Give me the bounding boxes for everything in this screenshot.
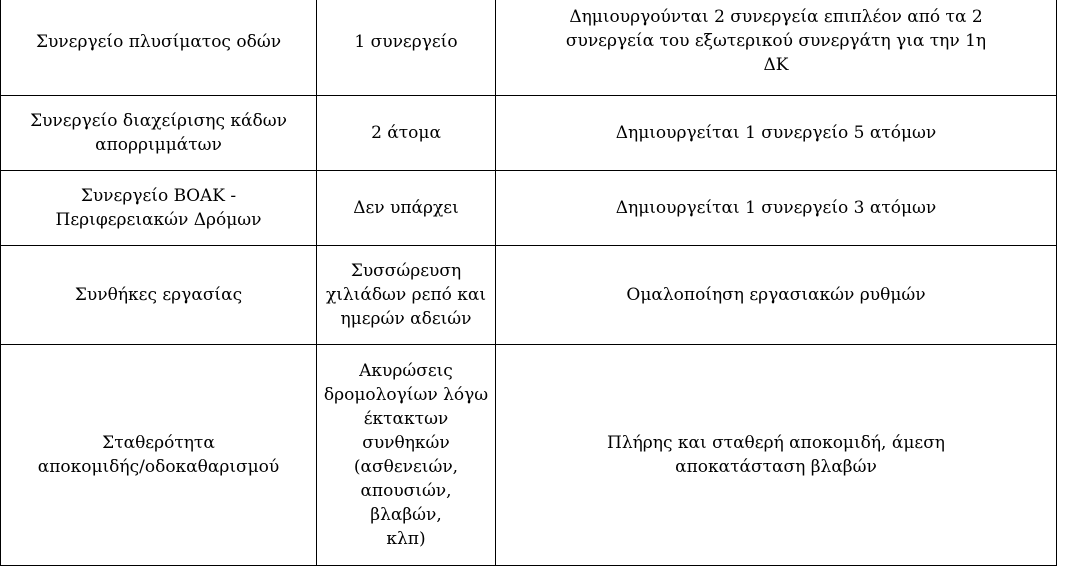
- table-cell-proposed: [496, 345, 1057, 566]
- cell-text-line: ΔΚ: [763, 55, 789, 75]
- table-row: [1, 171, 1057, 246]
- table-cell-proposed: [496, 0, 1057, 96]
- table-cell-proposed: [496, 171, 1057, 246]
- cell-text-line: Σταθερότητα: [102, 433, 215, 453]
- table-row: [1, 0, 1057, 96]
- cell-text-line: δρομολογίων λόγω: [323, 385, 489, 405]
- cell-text-line: 1 συνεργείο: [354, 32, 458, 52]
- cell-text-line: Περιφερειακών Δρόμων: [55, 210, 262, 230]
- cell-text-line: Συνεργείο διαχείρισης κάδων: [30, 111, 287, 131]
- table-cell-current: [317, 345, 496, 566]
- cell-text-line: χιλιάδων ρεπό και: [325, 285, 487, 305]
- cell-text-line: απουσιών, βλαβών,: [360, 481, 452, 525]
- cell-text-line: αποκομιδής/οδοκαθαρισμού: [37, 457, 280, 477]
- cell-text-line: ημερών αδειών: [340, 309, 472, 329]
- table-cell-category: [1, 345, 317, 566]
- cell-text-line: Ακυρώσεις: [359, 361, 453, 381]
- table-cell-current: [317, 96, 496, 171]
- table-cell-current: [317, 0, 496, 96]
- cell-text-line: Συνθήκες εργασίας: [74, 285, 243, 305]
- cell-text-line: Δημιουργείται 1 συνεργείο 5 ατόμων: [615, 123, 937, 143]
- cell-text-line: συνθηκών: [362, 433, 450, 453]
- table-cell-current: [317, 171, 496, 246]
- cell-text-line: Συσσώρευση: [350, 261, 462, 281]
- cell-text-line: απορριμμάτων: [95, 135, 222, 155]
- cell-text-line: συνεργεία του εξωτερικού συνεργάτη για την 1η: [565, 31, 987, 51]
- table-cell-proposed: [496, 96, 1057, 171]
- table-row: [1, 96, 1057, 171]
- cell-text-line: Πλήρης και σταθερή αποκομιδή, άμεση: [607, 433, 945, 453]
- cell-text-line: Συνεργείο πλυσίματος οδών: [35, 32, 282, 52]
- cell-text-line: (ασθενειών,: [353, 457, 459, 477]
- cell-text-line: Ομαλοποίηση εργασιακών ρυθμών: [626, 285, 926, 305]
- cell-text-line: Δημιουργούνται 2 συνεργεία επιπλέον από τα 2: [569, 7, 983, 27]
- table-row: [1, 246, 1057, 345]
- cell-text-line: κλπ): [386, 529, 426, 549]
- cell-text-line: αποκατάσταση βλαβών: [675, 457, 877, 477]
- cell-text-line: Συνεργείο ΒΟΑΚ -: [80, 186, 237, 206]
- cell-text-line: 2 άτομα: [371, 123, 441, 143]
- table-cell-proposed: [496, 246, 1057, 345]
- table-cell-category: [1, 246, 317, 345]
- table-row: [1, 345, 1057, 566]
- table-cell-category: [1, 171, 317, 246]
- table-cell-current: [317, 246, 496, 345]
- table-cell-category: [1, 96, 317, 171]
- table-cell-category: [1, 0, 317, 96]
- cell-text-line: Δεν υπάρχει: [353, 198, 459, 218]
- cell-text-line: Δημιουργείται 1 συνεργείο 3 ατόμων: [615, 198, 937, 218]
- cell-text-line: έκτακτων: [363, 409, 449, 429]
